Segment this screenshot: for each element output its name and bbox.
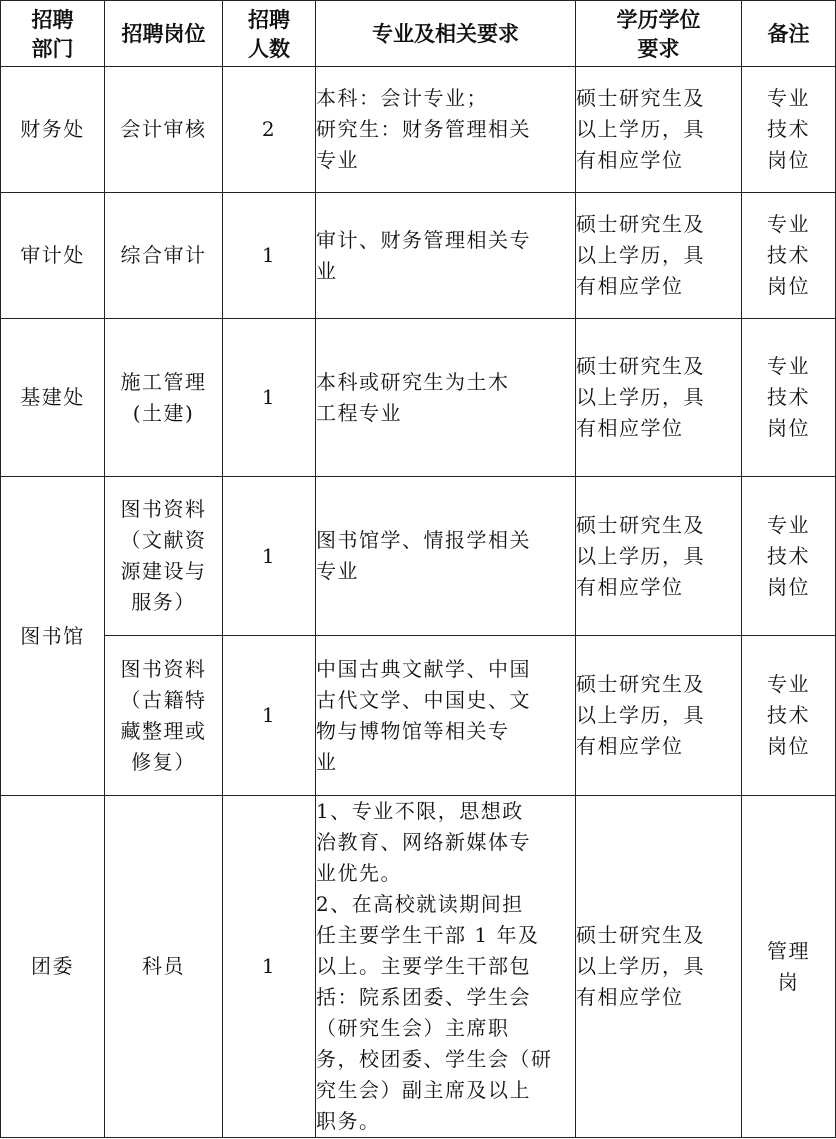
header-remark: 备注 [742,1,836,67]
table-row [1,67,836,193]
cell-dept: 基建处 [1,319,105,477]
cell-dept: 团委 [1,796,105,1138]
cell-dept: 财务处 [1,67,105,193]
cell-requirements: 1、专业不限，思想政 治教育、网络新媒体专 业优先。 2、在高校就读期间担 任主要学生干部 1 年及 以上。主要学生干部包 括：院系团委、学生会 （研究生会）主席职 务，校团委、学生会（研 究生会）副主席及以上 职务。 [316,796,576,1138]
cell-position: 综合审计 [105,193,223,319]
cell-education: 硕士研究生及 以上学历，具 有相应学位 [576,193,742,319]
cell-dept: 图书馆 [1,477,105,796]
cell-count: 1 [223,319,316,477]
cell-position: 施工管理 (土建) [105,319,223,477]
cell-education: 硕士研究生及 以上学历，具 有相应学位 [576,67,742,193]
cell-count: 1 [223,636,316,796]
cell-remark: 专业 技术 岗位 [742,636,836,796]
table-row [1,796,836,1138]
cell-position: 会计审核 [105,67,223,193]
cell-remark: 专业 技术 岗位 [742,193,836,319]
cell-dept: 审计处 [1,193,105,319]
cell-remark: 专业 技术 岗位 [742,319,836,477]
cell-education: 硕士研究生及 以上学历，具 有相应学位 [576,477,742,636]
header-position: 招聘岗位 [105,1,223,67]
header-row [1,1,836,67]
header-dept: 招聘 部门 [1,1,105,67]
table-row [1,319,836,477]
cell-education: 硕士研究生及 以上学历，具 有相应学位 [576,319,742,477]
cell-requirements: 本科：会计专业； 研究生：财务管理相关 专业 [316,67,576,193]
cell-count: 1 [223,796,316,1138]
cell-position: 图书资料 （文献资 源建设与 服务） [105,477,223,636]
cell-education: 硕士研究生及 以上学历，具 有相应学位 [576,796,742,1138]
header-education: 学历学位 要求 [576,1,742,67]
cell-count: 1 [223,193,316,319]
cell-education: 硕士研究生及 以上学历，具 有相应学位 [576,636,742,796]
cell-requirements: 本科或研究生为土木 工程专业 [316,319,576,477]
cell-requirements: 中国古典文献学、中国 古代文学、中国史、文 物与博物馆等相关专 业 [316,636,576,796]
cell-requirements: 审计、财务管理相关专 业 [316,193,576,319]
table-row [1,477,836,636]
header-count: 招聘 人数 [223,1,316,67]
cell-requirements: 图书馆学、情报学相关 专业 [316,477,576,636]
cell-count: 1 [223,477,316,636]
cell-remark: 专业 技术 岗位 [742,67,836,193]
cell-remark: 专业 技术 岗位 [742,477,836,636]
table-row [1,193,836,319]
cell-position: 科员 [105,796,223,1138]
table-row [1,636,836,796]
header-requirements: 专业及相关要求 [316,1,576,67]
cell-position: 图书资料 （古籍特 藏整理或 修复） [105,636,223,796]
cell-count: 2 [223,67,316,193]
cell-remark: 管理 岗 [742,796,836,1138]
